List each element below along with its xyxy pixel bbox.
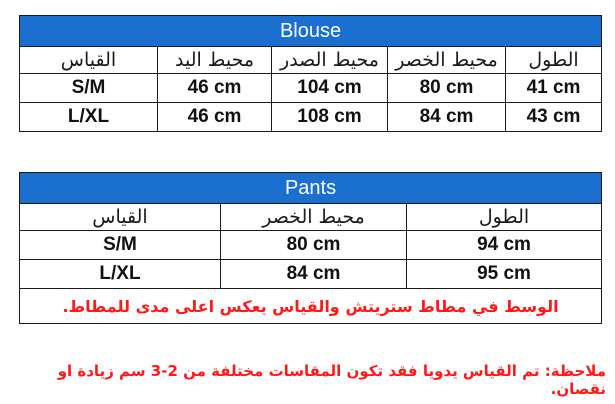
blouse-row2-sleeve: 46 cm (158, 103, 272, 132)
blouse-row2-waist: 84 cm (388, 103, 506, 132)
pants-title: Pants (20, 173, 602, 204)
pants-header-length: الطول (407, 204, 602, 231)
blouse-row2-length: 43 cm (506, 103, 602, 132)
blouse-row2-size: L/XL (20, 103, 158, 132)
pants-row1-length: 94 cm (407, 231, 602, 260)
pants-size-table (19, 172, 602, 324)
blouse-header-waist: محيط الخصر (388, 47, 506, 74)
table-row (20, 231, 602, 260)
measurement-footnote: ملاحظة: تم القياس يدويا فقد تكون المقاسات مختلفة من 2-3 سم زيادة او نقصان. (57, 362, 606, 398)
table-row (20, 103, 602, 132)
pants-row1-waist: 80 cm (221, 231, 407, 260)
pants-elastic-note: الوسط في مطاط ستريتش والقياس يعكس اعلى مدى للمطاط. (20, 289, 602, 324)
table-row (20, 260, 602, 289)
pants-header-size: القياس (20, 204, 221, 231)
blouse-row1-chest: 104 cm (272, 74, 388, 103)
pants-row1-size: S/M (20, 231, 221, 260)
blouse-title: Blouse (20, 16, 602, 47)
blouse-header-length: الطول (506, 47, 602, 74)
pants-row2-size: L/XL (20, 260, 221, 289)
table-row (20, 74, 602, 103)
pants-row2-waist: 84 cm (221, 260, 407, 289)
blouse-size-table (19, 15, 602, 132)
blouse-row1-sleeve: 46 cm (158, 74, 272, 103)
blouse-row2-chest: 108 cm (272, 103, 388, 132)
blouse-header-sleeve: محيط اليد (158, 47, 272, 74)
blouse-row1-length: 41 cm (506, 74, 602, 103)
blouse-row1-waist: 80 cm (388, 74, 506, 103)
pants-header-waist: محيط الخصر (221, 204, 407, 231)
pants-row2-length: 95 cm (407, 260, 602, 289)
blouse-header-chest: محيط الصدر (272, 47, 388, 74)
blouse-header-size: القياس (20, 47, 158, 74)
blouse-row1-size: S/M (20, 74, 158, 103)
